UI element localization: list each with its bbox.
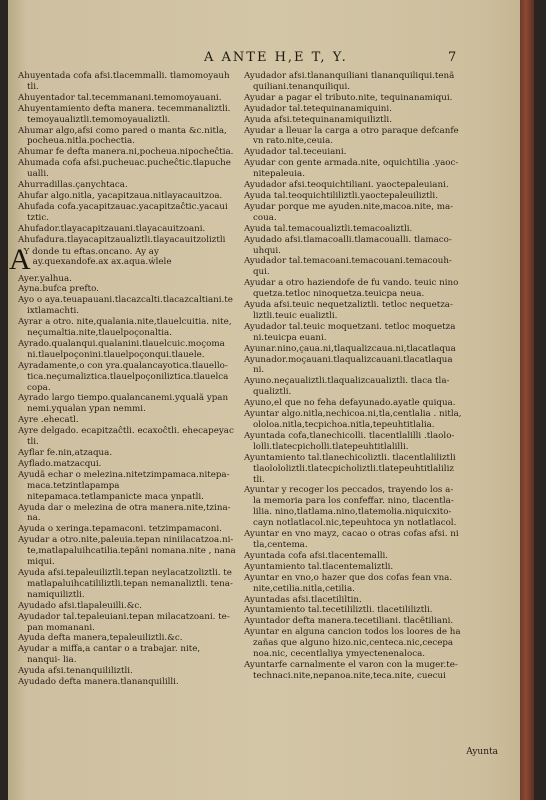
dictionary-entry: Ayudã echar o melezina.nitetzimpamaca.nitepa- maca.tetzintlapampa nitepamaca.tetlampanicte maca ynpatli.: [18, 469, 230, 502]
dictionary-entry: Ayudador tal.teuic moquetzani. tetloc moquetza ni.teuicpa euani.: [244, 321, 456, 343]
dictionary-entry: Ayuntamiento tal.tlacentemaliztli.: [244, 561, 394, 572]
book-page: [8, 0, 534, 800]
dictionary-entry: Ayudador tal.tetequinanamiquini.: [244, 103, 392, 114]
dictionary-entry: Ahuyentador tal.tecemmanani.temomoyauani.: [18, 92, 222, 103]
dictionary-entry: Ayuntar en vno,o hazer que dos cofas fean vna. nite,cetilia.nitla,cetilia.: [244, 572, 453, 594]
dictionary-entry: Ayudador tal.temacoani.temacouani.temacouh- qui.: [244, 256, 452, 278]
dictionary-entry: Ayudar a miffa,a cantar o a trabajar. nite, nanqui- lia.: [18, 644, 201, 666]
dictionary-entry: Ayudado afsi.tlamacoalli.tlamacoualli. tlamaco- uhqui.: [244, 234, 452, 256]
dictionary-entry: Ahurradillas.çanychtaca.: [18, 180, 128, 191]
dictionary-entry: Ayuda afsi.tetequinanamiquiliztli.: [244, 114, 392, 125]
dictionary-entry: Ayuntarfe carnalmente el varon con la muger.te- technaci.nite,nepanoa.nite,teca.nite, cuecui: [244, 659, 458, 681]
header-title: A ANTE H,E T, Y.: [204, 50, 348, 65]
dictionary-entry: Ayuntamiento tal.tecetililiztli. tlacetililiztli.: [244, 605, 433, 616]
dictionary-entry: Ahuyentamiento defta manera. tecemmanaliztli. temoyaualiztli.temomoyaualiztli.: [18, 103, 231, 125]
dictionary-entry: Ayo o aya.teuapauani.tlacazcalti.tlacazcaltiani.te ixtlamachti.: [18, 295, 233, 317]
dictionary-entry: Ayuntada cofa,tlanechicolli. tlacentlalilli .tlaolo- lolli.tlatecpicholli.tlatepeuhtitlalilli.: [244, 430, 455, 452]
dictionary-entry: Ayuda tal.teoquichtililiztli.yaoctepaleuiliztli.: [244, 190, 438, 201]
dictionary-entry: Ayunar.nino,çaua.ni,tlaqualizcaua.ni,tlacatlaqua: [244, 343, 456, 354]
dictionary-entry: Ayuda dar o melezina de otra manera.nite,tzina- na.: [18, 502, 231, 524]
dictionary-entry: Ayudar a pagar el tributo.nite, tequinanamiqui.: [244, 92, 453, 103]
dropcap-text: Y donde tu eftas.oncano. Ay ay ay.quexandofe.ax ax.aqua.ẃlele: [23, 246, 172, 268]
dictionary-entry: Ayuntada cofa afsi.tlacentemalli.: [244, 550, 389, 561]
dictionary-entry: Ayudar porque me ayuden.nite,macoa.nite, ma- coua.: [244, 201, 454, 223]
dropcap-letter: A: [9, 242, 31, 276]
dictionary-entry: Ayuntador defta manera.tecetiliani. tlacẽtiliani.: [244, 616, 454, 627]
dictionary-entry: Ayre .ehecatl.: [18, 415, 79, 426]
dictionary-entry: Ayuda tal.temacoualiztli.temacoaliztli.: [244, 223, 413, 234]
dictionary-entry: Ayuda afsi.teuic nequetzaliztli. tetloc nequetza- liztli.teuic eualiztli.: [244, 300, 453, 321]
dictionary-entry: Ahufar algo.nitla, yacapitzaua.nitlayacauitzoa.: [18, 190, 223, 201]
dictionary-entry: Ayudar a otro haziendofe de fu vando. teuic nino quetza.tetloc ninoquetza.teuicpa neua.: [244, 278, 459, 300]
dictionary-entry: Ayuntamiento tal.tlanechicoliztli. tlacentlaliliztli tlaolololiztli.tlatecpicholiztli.tlatepeuhtitlaliliz tli.: [244, 452, 456, 485]
dictionary-entry: Ayudador afsi.tlananquiliani tlananquiliqui.tenã quiliani.tenanquiliqui.: [244, 71, 455, 92]
right-column: [244, 71, 462, 682]
dictionary-entry: Ayudado defta manera.tlananquililli.: [18, 677, 179, 688]
running-header: [8, 50, 534, 70]
dictionary-entry: Ayudar a lleuar la carga a otro paraque defcanfe vn rato.nite,ceuia.: [244, 125, 459, 147]
dictionary-entry: Ahumar fe defta manera.ni,pocheua.nipocheĉtia.: [18, 147, 234, 158]
dictionary-entry: Ahumar algo,afsi como pared o manta &c.nitla, pocheua.nitla.pochectia.: [18, 125, 227, 147]
dictionary-entry: Ahuyentada cofa afsi.tlacemmalli. tlamomoyauh tli.: [18, 71, 230, 92]
page-edge: [520, 0, 534, 800]
dictionary-entry: Ahumada cofa afsi.pucheuac.pucheĉtic.tlapuche ualli.: [18, 158, 231, 180]
dictionary-entry: Ayuntar algo.nitla,nechicoa.ni,tla,centlalia . nitla, ololoa.nitla,tecpichoa.nitla,tepeuhtitlalia.: [244, 409, 462, 430]
dictionary-entry: Ayna.bufca prefto.: [18, 284, 99, 295]
dictionary-entry: Ayer.yalhua.: [18, 273, 72, 284]
dictionary-entry: Ayuntadas afsi.tlacetililtin.: [244, 594, 362, 605]
left-column: [9, 71, 236, 688]
dictionary-entry: Ayudar con gente armada.nite, oquichtilia .yaoc- nitepaleuia.: [244, 158, 459, 180]
dictionary-entry: Ahufadura.tlayacapitzaualiztli.tlayacauitzoliztli: [18, 234, 226, 245]
dictionary-entry: Ayuntar en alguna cancion todos los loores de ha zañas que alguno hizo.nic,centeca.nic,cecepa noa.nic, cecentlaliya ymyectenenaloca.: [244, 627, 461, 660]
catchword: Ayunta: [466, 747, 498, 757]
dictionary-entry: Ayrado largo tiempo.qualancanemi.yqualã ypan nemi.yqualan ypan nemmi.: [18, 393, 229, 415]
dictionary-entry: Ayuno.neçaualiztli.tlaqualizcaualiztli. tlaca tla- qualiztli.: [244, 376, 450, 398]
dictionary-entry: Ayre delgado. ecapitzaĉtli. ecaxoĉtli. ehecapeyac tli.: [18, 426, 234, 448]
page-number: 7: [448, 50, 457, 65]
dictionary-entry: Ayrado.qualanqui.qualanini.tlauelcuic.moçoma ni.tlauelpoçonini.tlauelpoçonqui.tlauele.: [18, 338, 225, 360]
dictionary-entry: Ayudador tal.tepaleuiani.tepan milacatzoani. te- pan momanani.: [18, 611, 230, 633]
dictionary-entry: Ayudar a otro.nite,paleuia.tepan niniilacatzoa.ni- te,matlapaluihcatilia.tepãni nomana.nite , nana miqui.: [18, 535, 236, 568]
dictionary-entry: Ayudador tal.teceuiani.: [244, 147, 347, 158]
dictionary-entry: Ahufador.tlayacapitzauani.tlayacauitzoani.: [18, 223, 206, 234]
dropcap-entry: [9, 242, 236, 276]
dictionary-entry: Ayuno,el que no feha defayunado.ayatle quiqua.: [244, 398, 456, 409]
dictionary-entry: Ayudado afsi.tlapaleuilli.&c.: [18, 600, 143, 611]
dictionary-entry: Ayflado.matzacqui.: [18, 458, 102, 469]
dictionary-entry: Ayuntar y recoger los peccados, trayendo los a- la memoria para los confeffar. nino, tlacentla- lilia. nino,tlatlama.nino,tlatemolia.niquicxito- cayn notlatlacol.nic,tepeuhtoca yn notlatlacol.: [244, 485, 457, 529]
dictionary-entry: Ayflar fe.nin,atzaqua.: [18, 448, 113, 458]
dictionary-entry: Ayuda defta manera,tepaleuiliztli.&c.: [18, 633, 183, 644]
dictionary-entry: Ayuntar en vno mayz, cacao o otras cofas afsi. ni tla,centema.: [244, 529, 459, 550]
dictionary-entry: Ayuda afsi.tepaleuiliztli.tepan neylacatzoliztli. te matlapaluihcatililiztli.tepan nemanaliztli. tena- namiquiliztli.: [18, 567, 233, 600]
dictionary-entry: Ayradamente,o con yra.qualancayotica.tlauello- tica.neçumaliztica.tlauelpoçoniliztica.tlauelca copa.: [18, 360, 229, 393]
dictionary-entry: Ayunador.moçauani.tlaqualizcauani.tlacatlaqua ni.: [244, 354, 453, 376]
dictionary-entry: Ayuda afsi.tenanquililiztli.: [18, 666, 133, 677]
dictionary-entry: Ayuda o xeringa.tepamaconi. tetzimpamaconi.: [18, 524, 222, 535]
dictionary-entry: Ayrar a otro. nite,qualania.nite,tlauelcuitia. nite, neçumaltia.nite,tlauelpoçonaltia.: [18, 317, 232, 339]
dictionary-entry: Ahufada cofa.yacapitzauac.yacapitzaĉtic.yacaui tztic.: [18, 201, 228, 223]
dictionary-entry: Ayudador afsi.teoquichtiliani. yaoctepaleuiani.: [244, 180, 449, 191]
